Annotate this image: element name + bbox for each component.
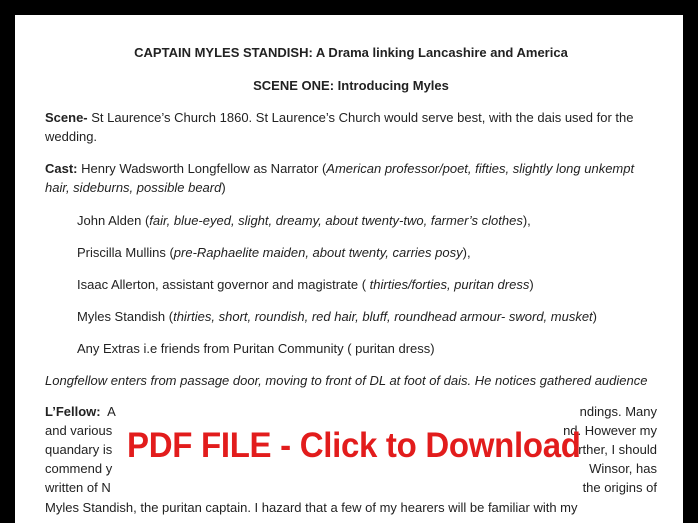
dialogue-fragment: ndings. Many (579, 404, 657, 419)
dialogue-line: Myles Standish, the puritan captain. I hazard that a few of my hearers will be familiar with my (45, 500, 578, 515)
document-page (15, 15, 683, 523)
cast-item-name: Myles Standish ( (77, 309, 174, 324)
cast-item-desc: thirties/forties, puritan dress (369, 277, 530, 292)
cast-item-desc: fair, blue-eyed, slight, dreamy, about twenty-two, farmer’s clothes (149, 213, 523, 228)
dialogue-fragment: written of N (45, 480, 111, 495)
cast-item-name: Any Extras i.e friends from Puritan Community ( puritan dress) (77, 341, 435, 356)
stage-direction: Longfellow enters from passage door, moving to front of DL at foot of dais. He notices gathered audience (45, 373, 648, 388)
dialogue-fragment: A (107, 404, 116, 419)
cast-item (77, 275, 657, 294)
cast-item-close: ), (522, 213, 531, 228)
cast-item-close: ), (462, 245, 471, 260)
scene-paragraph (45, 108, 657, 146)
cast-desc: American professor/poet, fifties, slightly long unkempt hair, sideburns, possible beard (45, 161, 635, 195)
cast-item (77, 307, 657, 326)
cast-text: Henry Wadsworth Longfellow as Narrator ( (77, 161, 327, 176)
cast-item (77, 243, 657, 262)
cast-item-close: ) (592, 309, 598, 324)
dialogue-fragment: nd. However my (563, 423, 657, 438)
cast-item-name: Isaac Allerton, assistant governor and magistrate ( (77, 277, 370, 292)
dialogue-fragment: and various (45, 423, 113, 438)
cast-close: ) (221, 180, 226, 195)
dialogue-fragment: the origins of (582, 480, 657, 495)
cast-item-desc: thirties, short, roundish, red hair, bluff, roundhead armour- sword, musket (173, 309, 593, 324)
scene-title: SCENE ONE: Introducing Myles (253, 78, 449, 93)
dialogue-fragment: rther, I should (578, 442, 657, 457)
dialogue-fragment: commend y (45, 461, 113, 476)
cast-paragraph (45, 159, 657, 197)
scene-label: Scene- (45, 110, 88, 125)
document-title: CAPTAIN MYLES STANDISH: A Drama linking Lancashire and America (134, 45, 568, 60)
cast-item (77, 211, 657, 230)
dialogue-fragment: Winsor, has (589, 461, 657, 476)
speaker-label: L’Fellow: (45, 404, 101, 419)
cast-label: Cast: (45, 161, 78, 176)
cast-item (77, 339, 657, 358)
cast-item-name: Priscilla Mullins ( (77, 245, 174, 260)
cast-item-name: John Alden ( (77, 213, 150, 228)
dialogue-line (45, 478, 657, 497)
pdf-download-link[interactable]: PDF FILE - Click to Download (127, 424, 581, 465)
cast-item-close: ) (529, 277, 534, 292)
cast-item-desc: pre-Raphaelite maiden, about twenty, carries posy (173, 245, 463, 260)
dialogue-fragment: quandary is (45, 442, 113, 457)
scene-text: St Laurence’s Church 1860. St Laurence’s Church would serve best, with the dais used for the wedding. (45, 110, 634, 144)
